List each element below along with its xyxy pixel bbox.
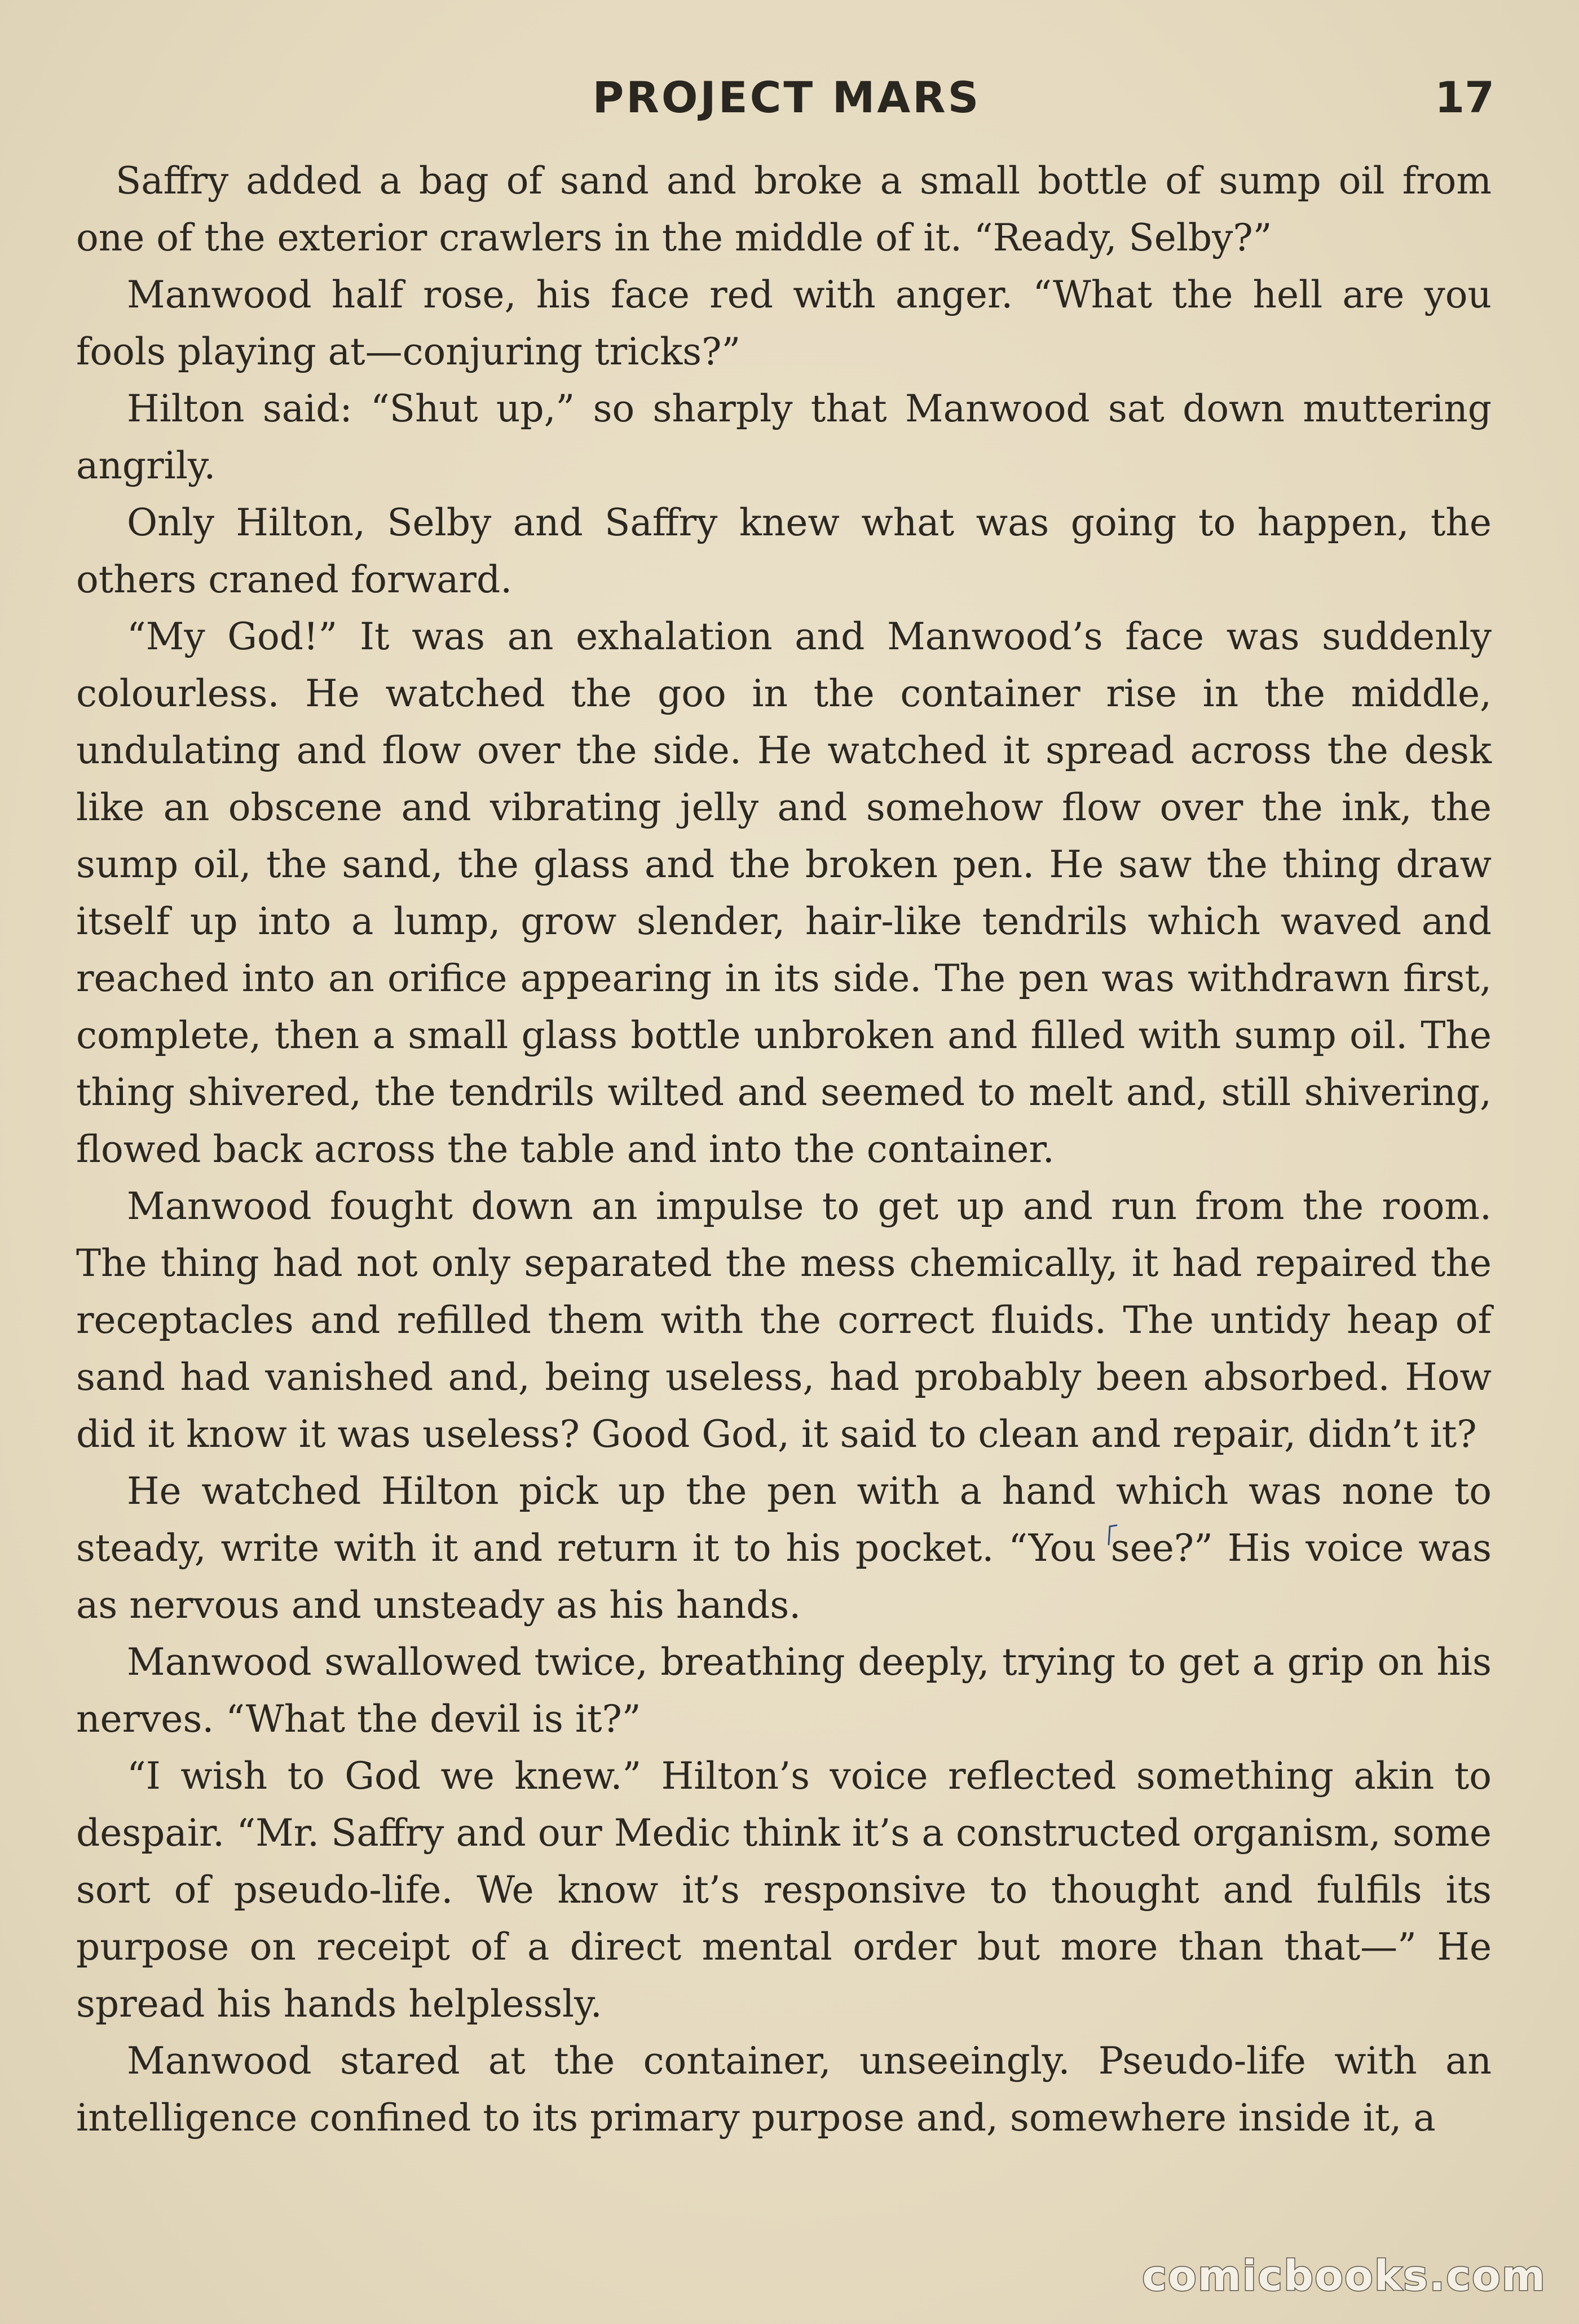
- page-number: 17: [1435, 72, 1494, 122]
- ink-mark-icon: [1106, 1523, 1119, 1546]
- paragraph: Saffry added a bag of sand and broke a small bottle of sump oil from one of the exterior crawlers in the middle of it. “Ready, Selby?”: [76, 159, 1492, 259]
- paragraph: Manwood swallowed twice, breathing deeply, trying to get a grip on his nerves. “What the devil is it?”: [76, 1640, 1492, 1741]
- paragraph: “My God!” It was an exhalation and Manwood’s face was suddenly colourless. He watched the goo in the container rise in the middle, undulating and flow over the side. He watched it spread across the desk like an obscene and vibrating jelly and somehow flow over the ink, the sump oil, the sand, the glass and the broken pen. He saw the thing draw itself up into a lump, grow slender, hair-like tendrils which waved and reached into an orifice appearing in its side. The pen was withdrawn first, complete, then a small glass bottle unbroken and filled with sump oil. The thing shivered, the tendrils wilted and seemed to melt and, still shivering, flowed back across the table and into the container.: [76, 615, 1492, 1171]
- paragraph: Only Hilton, Selby and Saffry knew what was going to happen, the others craned forward.: [76, 501, 1492, 601]
- paragraph: Hilton said: “Shut up,” so sharply that Manwood sat down muttering angrily.: [76, 387, 1492, 487]
- paragraph: Manwood half rose, his face red with anger. “What the hell are you fools playing at—conjuring tricks?”: [76, 273, 1492, 373]
- body-text: [76, 152, 1492, 2146]
- running-title: PROJECT MARS: [592, 72, 981, 122]
- paragraph: Manwood stared at the container, unseeingly. Pseudo-life with an intelligence confined to its primary purpose and, somewhere inside it, a: [76, 2039, 1492, 2140]
- paragraph: He watched Hilton pick up the pen with a hand which was none to steady, write with it and return it to his pocket. “You see?” His voice was as nervous and unsteady as his hands.: [76, 1469, 1492, 1627]
- watermark: comicbooks.com: [1142, 2252, 1546, 2300]
- paragraph: “I wish to God we knew.” Hilton’s voice reflected something akin to despair. “Mr. Saffry and our Medic think it’s a constructed organism, some sort of pseudo-life. We know it’s responsive to thought and fulfils its purpose on receipt of a direct mental order but more than that—” He spread his hands helplessly.: [76, 1754, 1492, 2026]
- paragraph: Manwood fought down an impulse to get up and run from the room. The thing had not only separated the mess chemically, it had repaired the receptacles and refilled them with the correct fluids. The untidy heap of sand had vanished and, being useless, had probably been absorbed. How did it know it was useless? Good God, it said to clean and repair, didn’t it?: [76, 1185, 1492, 1456]
- page-header: [79, 72, 1494, 134]
